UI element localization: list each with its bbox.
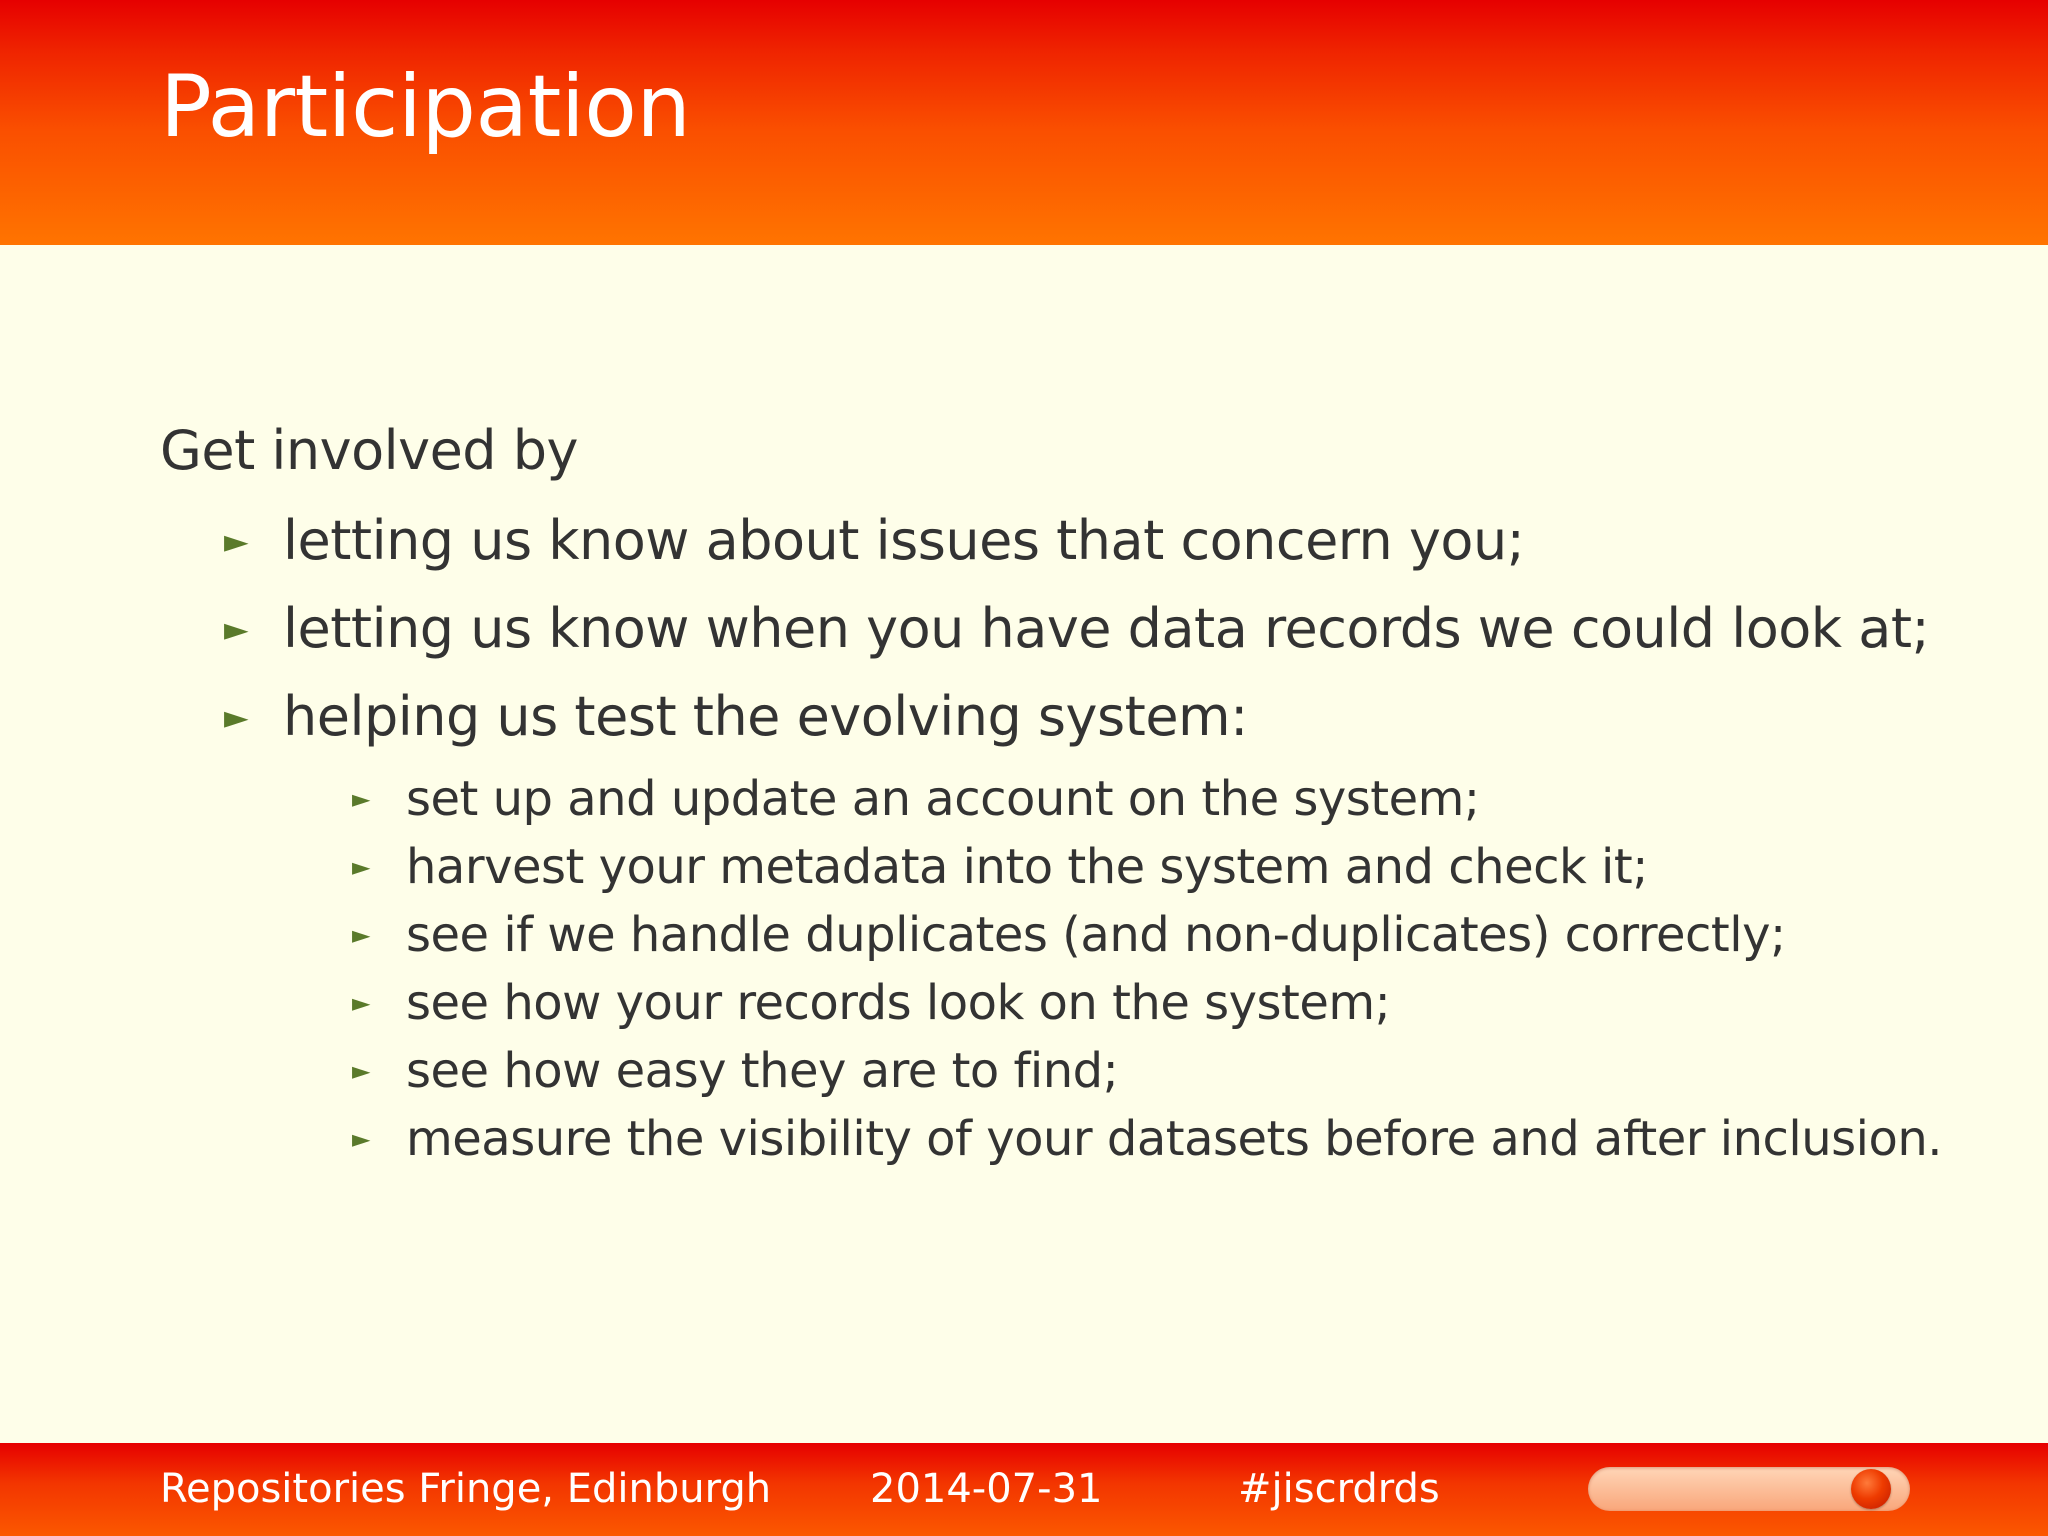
- sub-bullet-text: see how your records look on the system;: [406, 975, 1391, 1031]
- footer-bar: [0, 1443, 2048, 1536]
- slide-title: Participation: [160, 57, 691, 157]
- footer-hashtag: #jiscrdrds: [1238, 1466, 1440, 1512]
- progress-knob[interactable]: [1851, 1469, 1891, 1509]
- triangle-bullet-icon: ►: [352, 921, 370, 949]
- triangle-bullet-icon: ►: [224, 522, 249, 560]
- sub-bullet-text: set up and update an account on the system;: [406, 771, 1480, 827]
- bullet-text: letting us know about issues that concern you;: [283, 509, 1525, 572]
- sub-bullet-item: [160, 969, 1980, 1037]
- bullet-item: [160, 501, 1980, 581]
- bullet-text: helping us test the evolving system:: [283, 685, 1248, 748]
- bullet-text: letting us know when you have data records we could look at;: [283, 597, 1930, 660]
- sub-bullet-list: [160, 765, 1980, 1173]
- sub-bullet-text: harvest your metadata into the system and check it;: [406, 839, 1648, 895]
- slide-progress-bar[interactable]: [1588, 1467, 1910, 1511]
- triangle-bullet-icon: ►: [352, 1057, 370, 1085]
- footer-date: 2014-07-31: [870, 1466, 1103, 1512]
- footer-event: Repositories Fringe, Edinburgh: [160, 1466, 772, 1512]
- sub-bullet-item: [160, 1037, 1980, 1105]
- triangle-bullet-icon: ►: [352, 989, 370, 1017]
- intro-text: Get involved by: [160, 419, 578, 482]
- sub-bullet-text: measure the visibility of your datasets before and after inclusion.: [406, 1111, 1943, 1167]
- bullet-item: [160, 677, 1980, 757]
- triangle-bullet-icon: ►: [224, 610, 249, 648]
- triangle-bullet-icon: ►: [352, 1125, 370, 1153]
- triangle-bullet-icon: ►: [224, 698, 249, 736]
- bullet-list: [160, 501, 1980, 757]
- sub-bullet-text: see how easy they are to find;: [406, 1043, 1119, 1099]
- triangle-bullet-icon: ►: [352, 785, 370, 813]
- sub-bullet-item: [160, 1105, 1980, 1173]
- sub-bullet-item: [160, 833, 1980, 901]
- triangle-bullet-icon: ►: [352, 853, 370, 881]
- bullet-item: [160, 589, 1980, 669]
- sub-bullet-text: see if we handle duplicates (and non-duplicates) correctly;: [406, 907, 1786, 963]
- title-bar: [0, 0, 2048, 245]
- sub-bullet-item: [160, 901, 1980, 969]
- slide-body: [160, 415, 1980, 1173]
- sub-bullet-item: [160, 765, 1980, 833]
